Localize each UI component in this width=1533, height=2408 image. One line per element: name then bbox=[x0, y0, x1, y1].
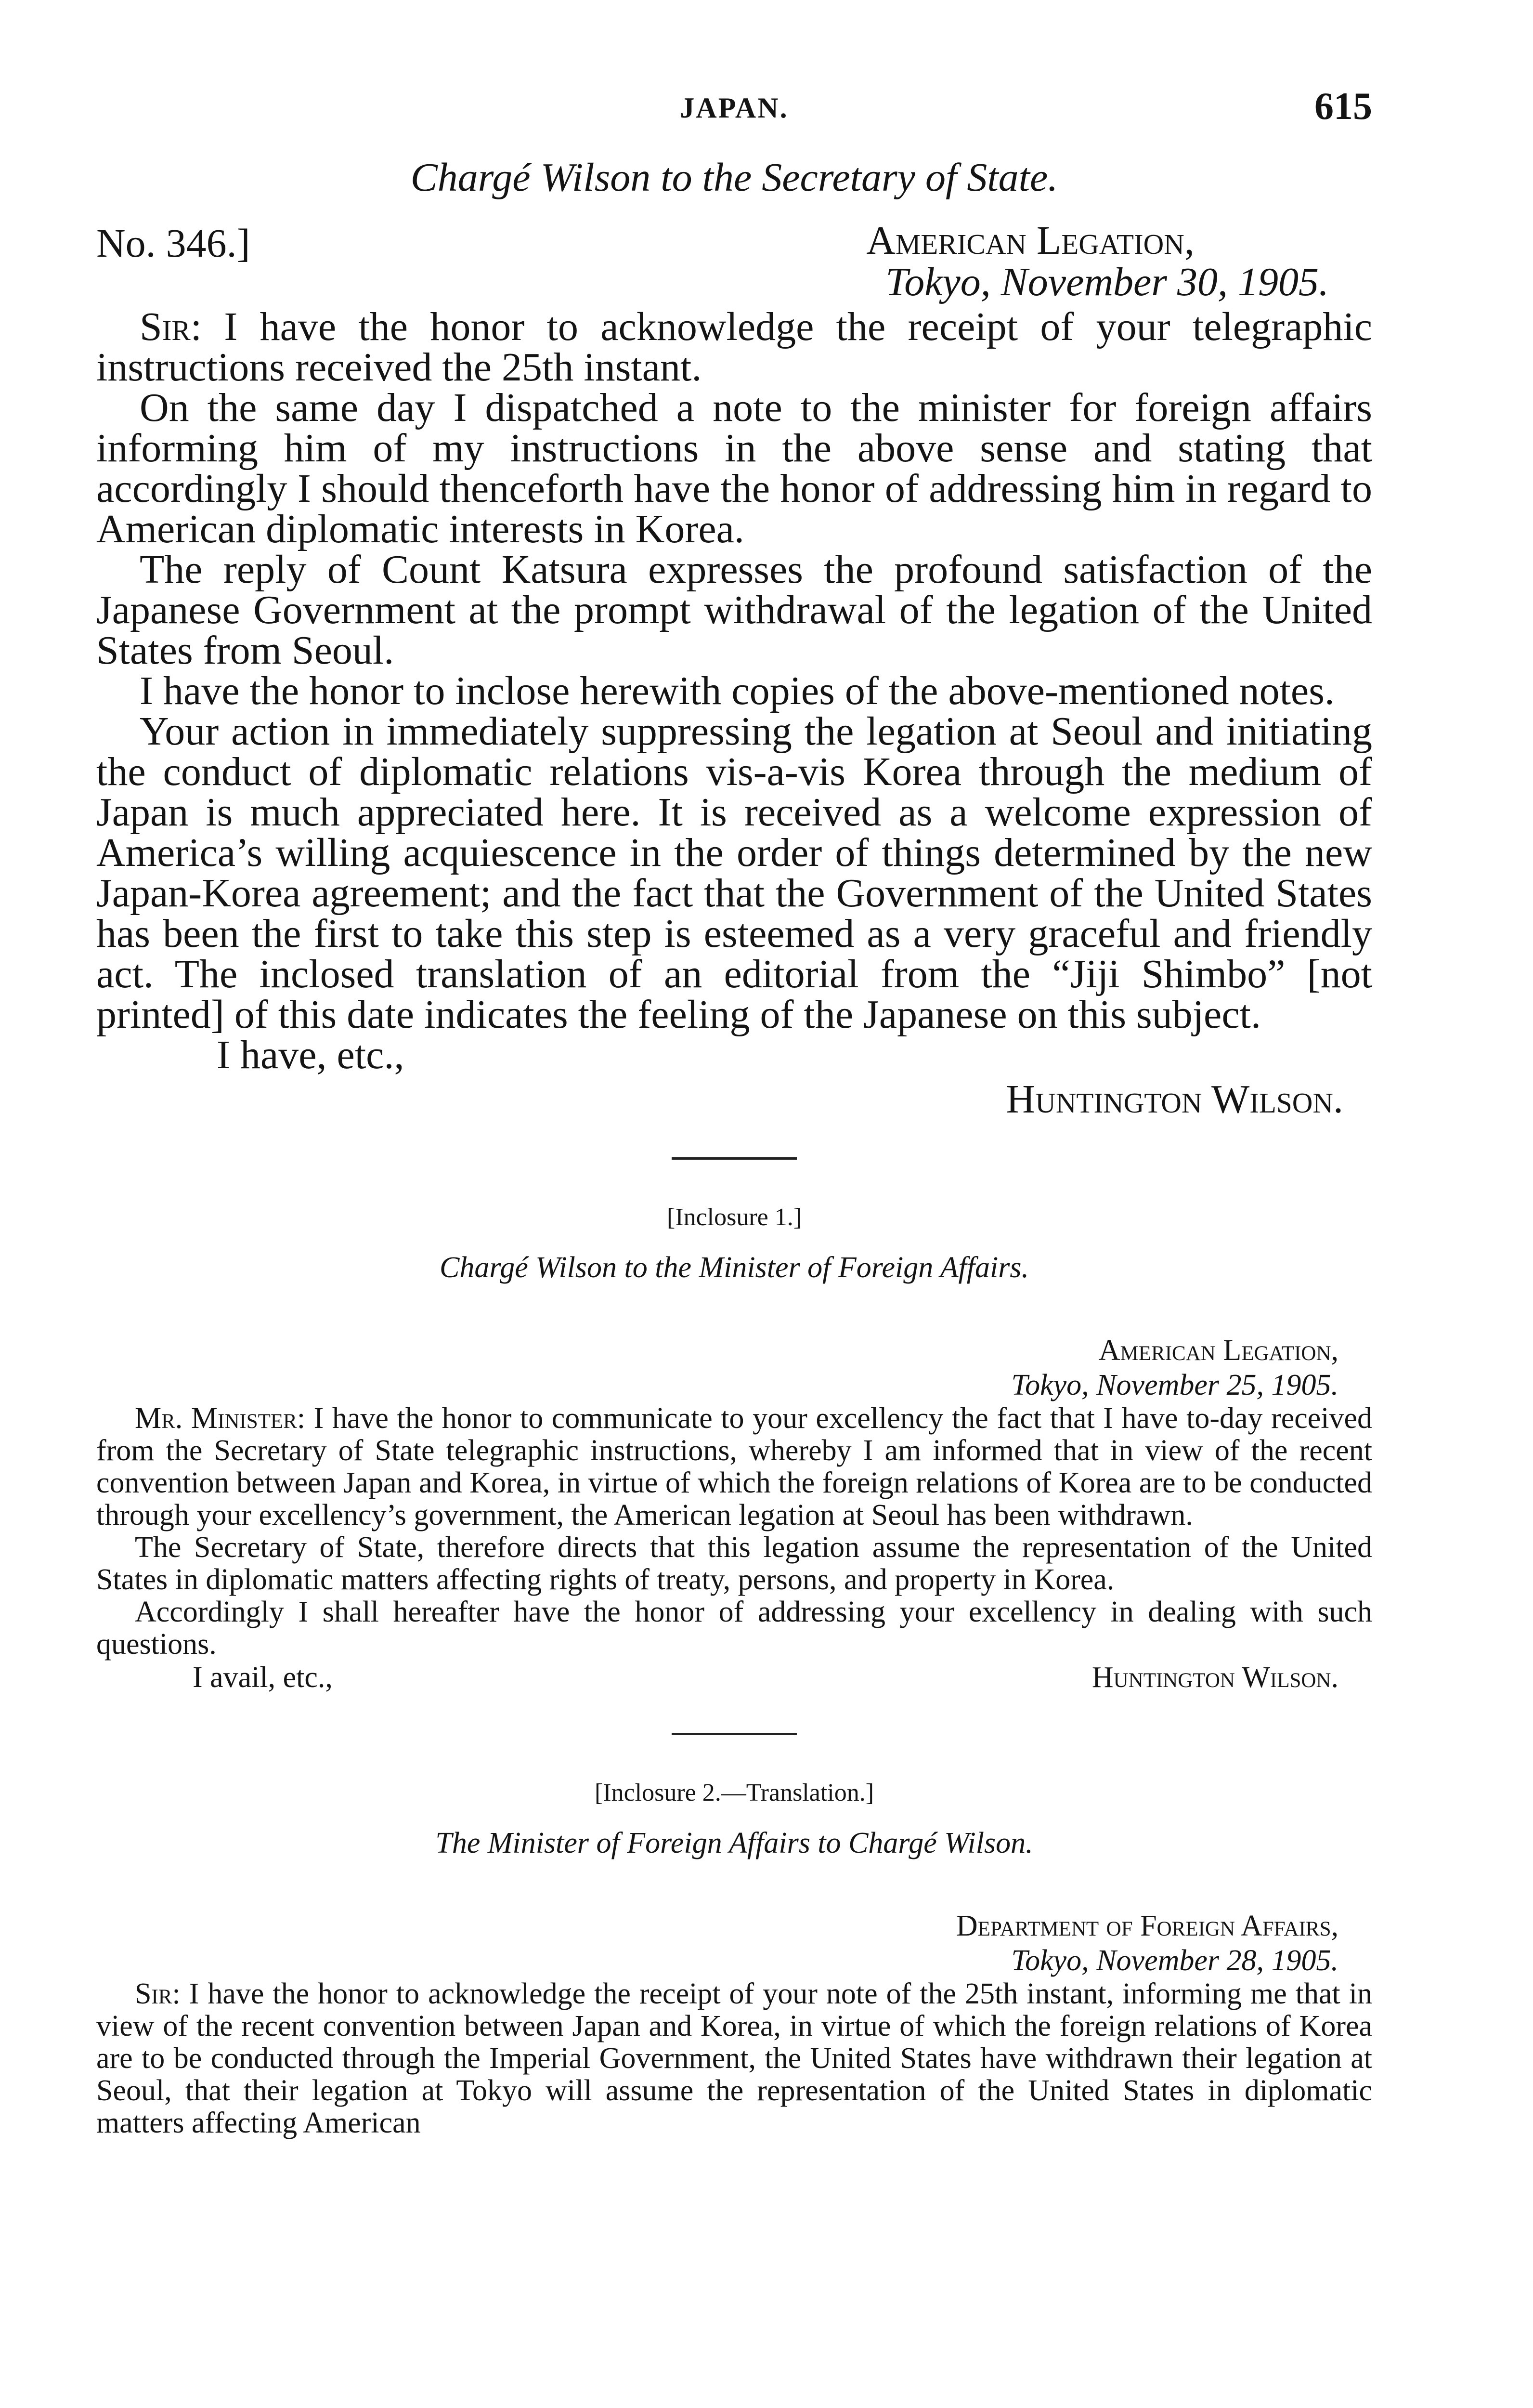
inclosure-place: Department of Foreign Affairs, bbox=[956, 1910, 1338, 1942]
dispatch-number: No. 346.] bbox=[96, 221, 250, 266]
inclosure-signature: Huntington Wilson. bbox=[1091, 1661, 1338, 1694]
section-divider bbox=[672, 1157, 797, 1160]
letter-paragraph: On the same day I dispatched a note to the minister for foreign affairs informing him of my instructions in the above sense and stating that accordingly I should thenceforth have the honor of addressing him in regard to American diplomatic interests in Korea. bbox=[96, 385, 1372, 551]
inclosure-place: American Legation, bbox=[1098, 1334, 1338, 1367]
inclosure-paragraph bbox=[96, 1402, 1372, 1531]
inclosure-label: [Inclosure 1.] bbox=[666, 1204, 802, 1231]
inclosure-paragraph: The Secretary of State, therefore directs that this legation assume the representation of the United States in diplomatic matters affecting rights of treaty, persons, and property in Korea. bbox=[96, 1531, 1372, 1596]
letter-salutation: Sir: bbox=[140, 304, 202, 349]
running-title: JAPAN. bbox=[680, 92, 789, 124]
inclosure-dateline bbox=[96, 1909, 1372, 1978]
letter-heading: Chargé Wilson to the Secretary of State. bbox=[410, 155, 1058, 200]
inclosure-salutation: Sir: bbox=[135, 1977, 181, 2010]
inclosure-dateline bbox=[96, 1333, 1372, 1402]
inclosure-heading: Chargé Wilson to the Minister of Foreign Affairs. bbox=[440, 1251, 1029, 1284]
letter-paragraph: I have the honor to inclose herewith copies of the above-mentioned notes. bbox=[140, 668, 1335, 713]
inclosure-paragraph bbox=[96, 1978, 1372, 2139]
letter-place: American Legation, bbox=[866, 218, 1195, 263]
inclosure-2 bbox=[96, 1779, 1372, 2139]
letter-paragraph: Your action in immediately suppressing the legation at Seoul and initiating the conduct of diplomatic relations vis-a-vis Korea through the medium of Japan is much appreciated here. It is received as a welcome expression of America’s willing acquiescence in the order of things determined by the new Japan-Korea agreement; and the fact that the Government of the United States has been the first to take this step is esteemed as a very graceful and friendly act. The inclosed translation of an editorial from the “Jiji Shimbo” [not printed] of this date indicates the feeling of the Japanese on this subject. bbox=[96, 709, 1372, 1037]
letter-paragraph bbox=[96, 304, 1373, 390]
letter-paragraph: The reply of Count Katsura expresses the profound satisfaction of the Japanese Government at the prompt withdrawal of the legation of the United States from Seoul. bbox=[96, 547, 1372, 673]
inclosure-paragraph: Accordingly I shall hereafter have the honor of addressing your excellency in dealing with such questions. bbox=[96, 1596, 1372, 1661]
inclosure-paragraph-text: I have the honor to communicate to your excellency the fact that I have to-day received from the Secretary of State telegraphic instructions, whereby I am informed that in view of the recent convention between Japan and Korea, in virtue of which the foreign relations of Korea are to be conducted through your excellency’s government, the American legation at Seoul has been withdrawn. bbox=[96, 1402, 1373, 1531]
page-number: 615 bbox=[1314, 85, 1372, 128]
inclosure-heading: The Minister of Foreign Affairs to Chargé Wilson. bbox=[435, 1827, 1033, 1859]
inclosure-date: Tokyo, November 28, 1905. bbox=[1011, 1944, 1338, 1977]
document-page bbox=[96, 82, 1372, 2394]
letter-date: Tokyo, November 30, 1905. bbox=[885, 260, 1329, 304]
running-head bbox=[96, 82, 1372, 135]
letter-dateline bbox=[96, 220, 1372, 307]
inclosure-label: [Inclosure 2.—Translation.] bbox=[594, 1779, 874, 1806]
inclosure-body bbox=[96, 1978, 1372, 2139]
letter-wilson-to-secretary bbox=[96, 154, 1372, 1124]
letter-closing: I have, etc., bbox=[217, 1033, 404, 1077]
inclosure-closing: I avail, etc., bbox=[193, 1661, 333, 1694]
inclosure-date: Tokyo, November 25, 1905. bbox=[1011, 1369, 1338, 1401]
letter-signature: Huntington Wilson. bbox=[1006, 1077, 1343, 1122]
letter-body bbox=[96, 304, 1373, 1037]
inclosure-paragraph-text: I have the honor to acknowledge the receipt of your note of the 25th instant, informing me that in view of the recent convention between Japan and Korea, in virtue of which the foreign relations of Korea are to be conducted through the Imperial Government, the United States have withdrawn their legation at Seoul, that their legation at Tokyo will assume the representation of the United States in diplomatic matters affecting American bbox=[96, 1977, 1372, 2139]
letter-paragraph-text: I have the honor to acknowledge the receipt of your telegraphic instructions received the 25th instant. bbox=[96, 304, 1373, 390]
inclosure-body bbox=[96, 1402, 1372, 1661]
inclosure-salutation: Mr. Minister: bbox=[135, 1402, 306, 1435]
section-divider bbox=[672, 1733, 797, 1735]
inclosure-1 bbox=[96, 1203, 1372, 1699]
inclosure-closing-row bbox=[96, 1661, 1372, 1699]
letter-place-date bbox=[866, 220, 1329, 303]
